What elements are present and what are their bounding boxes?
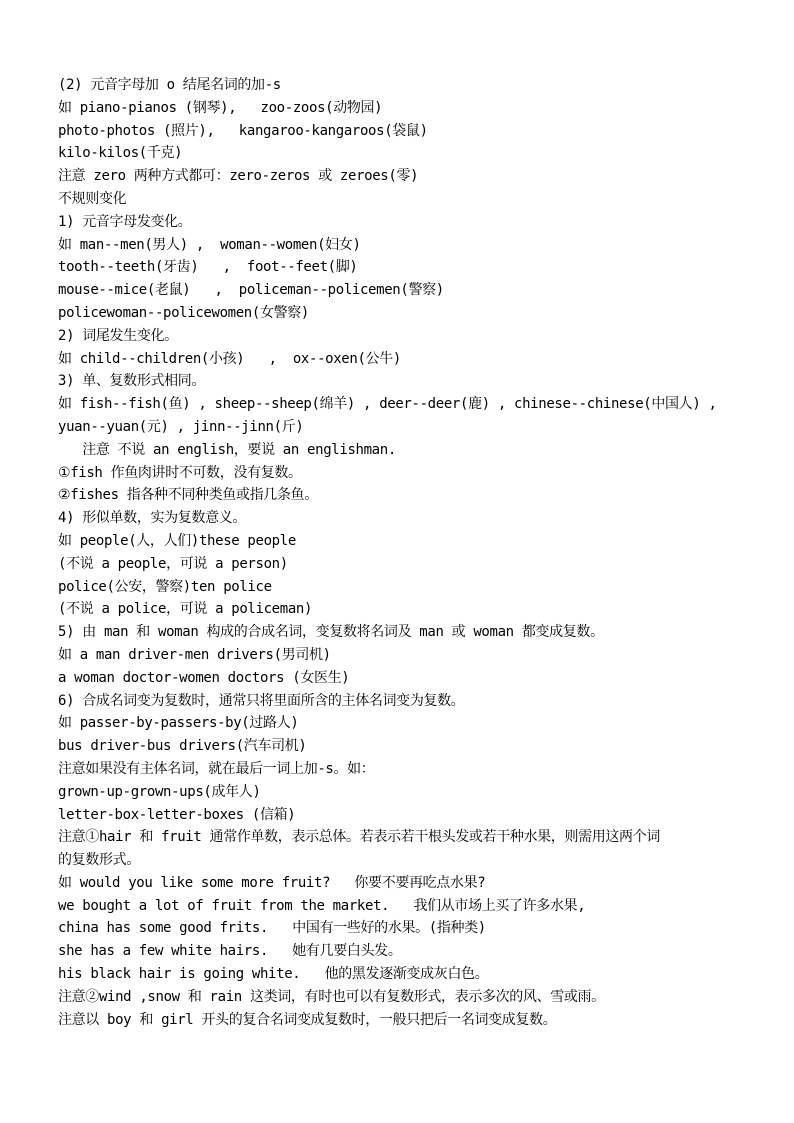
example-line: 如 people(人，人们)these people: [58, 532, 296, 549]
section-heading-o-ending: (2) 元音字母加 o 结尾名词的加-s: [58, 77, 281, 93]
example-sentence: his black hair is going white. 他的黑发逐渐变成灰白色。: [58, 966, 489, 983]
rule-heading: 2) 词尾发生变化。: [58, 327, 178, 344]
example-line: 如 piano-pianos (钢琴), zoo-zoos(动物园): [58, 99, 383, 116]
note-line: ①fish 作鱼肉讲时不可数，没有复数。: [58, 464, 302, 481]
example-line: mouse--mice(老鼠) , policeman--policemen(警察): [58, 282, 444, 299]
example-line: police(公安，警察)ten police: [58, 578, 272, 595]
example-sentence: china has some good frits. 中国有一些好的水果。(指种类): [58, 920, 486, 937]
note-line: 注意 不说 an english，要说 an englishman.: [58, 441, 396, 458]
rule-heading: 5) 由 man 和 woman 构成的合成名词，变复数将名词及 man 或 woman 都变成复数。: [58, 624, 604, 641]
example-line: (不说 a police，可说 a policeman): [58, 601, 313, 618]
rule-heading: 4) 形似单数，实为复数意义。: [58, 510, 247, 527]
document-body: [58, 74, 748, 1031]
example-line: (不说 a people，可说 a person): [58, 555, 288, 572]
example-line: bus driver-bus drivers(汽车司机): [58, 738, 307, 755]
example-line: policewoman--policewomen(女警察): [58, 304, 309, 321]
example-line: 如 a man driver-men drivers(男司机): [58, 646, 331, 663]
rule-heading: 1) 元音字母发变化。: [58, 213, 192, 230]
example-line: 如 man--men(男人) , woman--women(妇女): [58, 236, 361, 253]
note-line: 注意①hair 和 fruit 通常作单数，表示总体。若表示若干根头发或若干种水果，则需用这两个词: [58, 829, 660, 846]
example-line: 如 child--children(小孩) , ox--oxen(公牛): [58, 350, 401, 367]
section-heading-irregular: 不规则变化: [58, 190, 127, 207]
example-line: kilo-kilos(千克): [58, 145, 183, 162]
note-line: ②fishes 指各种不同种类鱼或指几条鱼。: [58, 487, 318, 504]
example-line: 如 passer-by-passers-by(过路人): [58, 715, 299, 732]
example-line: tooth--teeth(牙齿) , foot--feet(脚): [58, 259, 358, 276]
note-line: 注意以 boy 和 girl 开头的复合名词变成复数时，一般只把后一名词变成复数。: [58, 1011, 557, 1028]
note-line: 注意如果没有主体名词，就在最后一词上加-s。如：: [58, 760, 375, 777]
example-line: grown-up-grown-ups(成年人): [58, 783, 261, 800]
rule-heading: 6) 合成名词变为复数时，通常只将里面所含的主体名词变为复数。: [58, 692, 465, 709]
note-line: 注意 zero 两种方式都可：zero-zeros 或 zeroes(零): [58, 168, 419, 185]
example-line: 如 fish--fish(鱼) , sheep--sheep(绵羊) , deer--deer(鹿) , chinese--chinese(中国人) ,: [58, 396, 717, 413]
example-sentence: we bought a lot of fruit from the market. 我们从市场上买了许多水果,: [58, 897, 586, 914]
example-line: photo-photos (照片), kangaroo-kangaroos(袋鼠): [58, 122, 428, 139]
note-line: 注意②wind ,snow 和 rain 这类词，有时也可以有复数形式，表示多次的风、雪或雨。: [58, 988, 605, 1005]
example-line: yuan--yuan(元) , jinn--jinn(斤): [58, 418, 304, 435]
rule-heading: 3) 单、复数形式相同。: [58, 373, 206, 390]
example-sentence: she has a few white hairs. 她有几要白头发。: [58, 943, 402, 960]
example-line: letter-box-letter-boxes (信箱): [58, 806, 296, 823]
example-sentence: 如 would you like some more fruit? 你要不要再吃点水果?: [58, 874, 486, 891]
example-line: a woman doctor-women doctors (女医生): [58, 669, 350, 686]
note-line-continued: 的复数形式。: [58, 852, 140, 869]
